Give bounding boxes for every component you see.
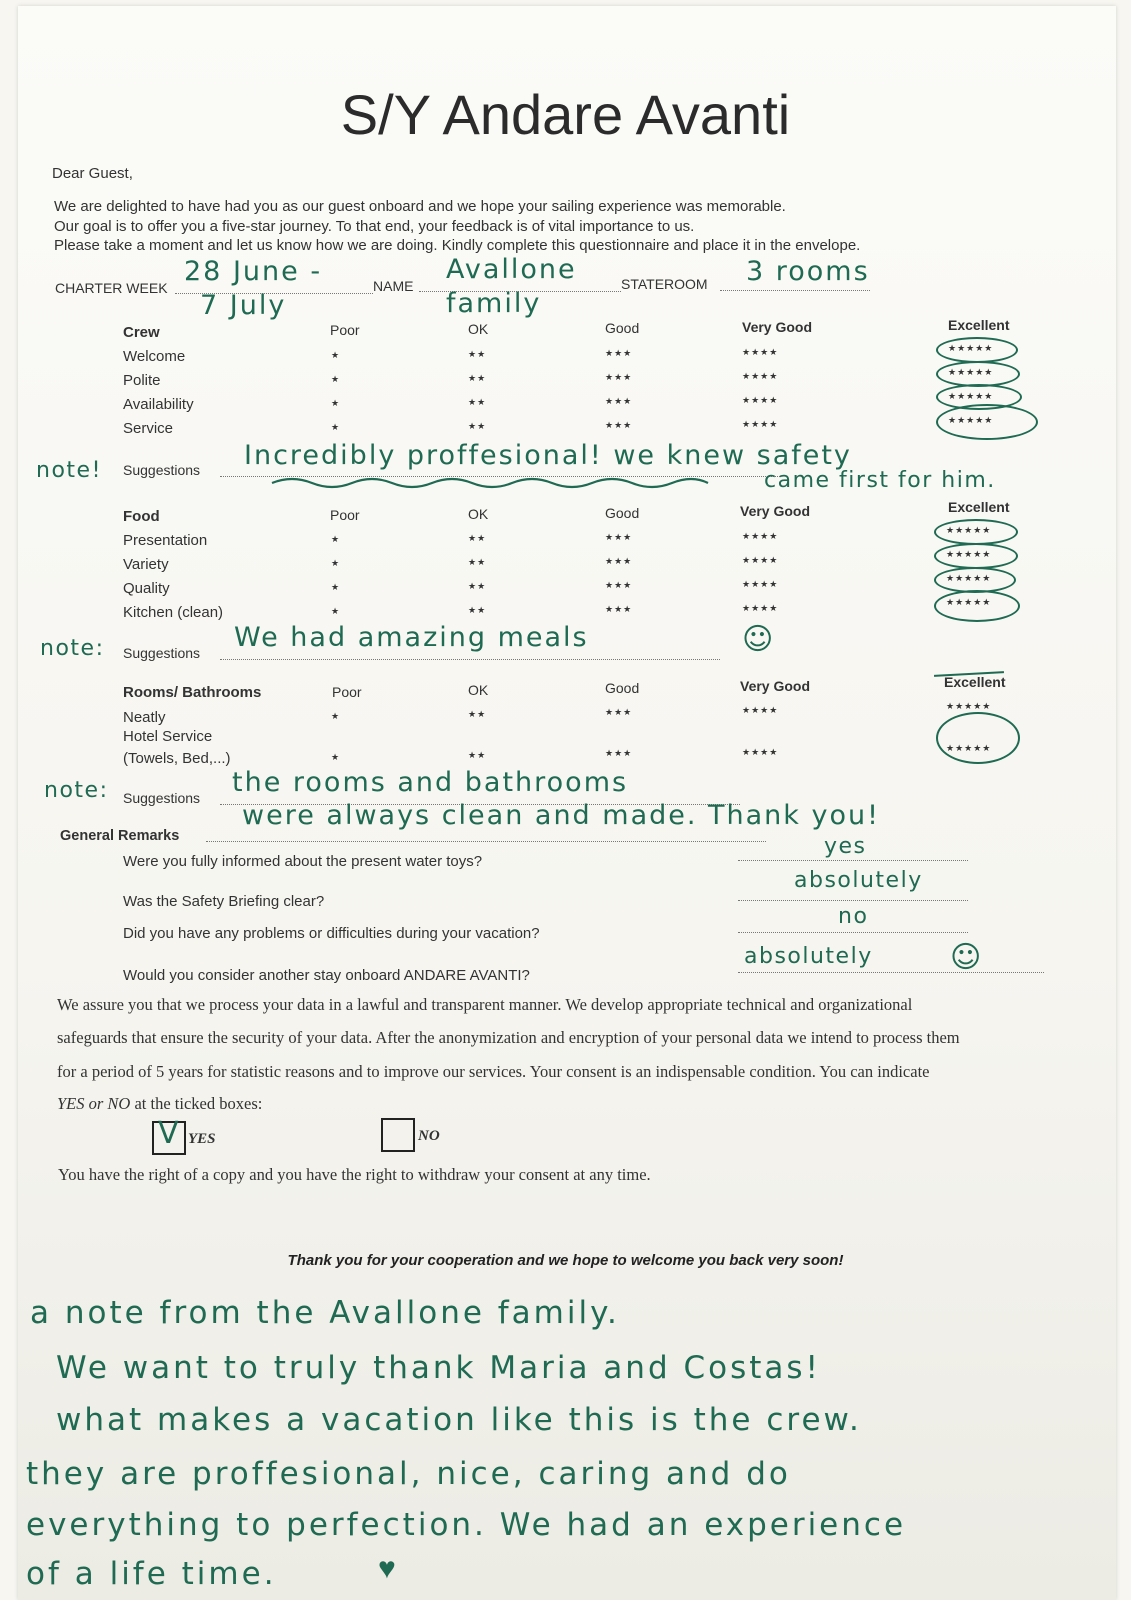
rooms-hotel-ok-stars[interactable]: ★★ <box>468 750 487 760</box>
consent-withdraw: You have the right of a copy and you have the right to withdraw your consent at any time. <box>58 1165 651 1184</box>
crew-row-availability: Availability <box>123 396 194 413</box>
crew-service-excellent-stars[interactable]: ★★★★★ <box>948 415 994 425</box>
crew-row-welcome: Welcome <box>123 348 186 365</box>
question-another-stay: Would you consider another stay onboard ANDARE AVANTI? <box>123 967 530 984</box>
food-presentation-very-good-stars[interactable]: ★★★★ <box>742 531 779 541</box>
consent-yes-no-italic: YES or NO <box>57 1094 131 1113</box>
rooms-neatly-excellent-stars[interactable]: ★★★★★ <box>946 701 992 711</box>
question-problems: Did you have any problems or difficulties during your vacation? <box>123 925 540 942</box>
handwritten-note-line-6: of a life time. <box>26 1556 277 1592</box>
general-remarks-line <box>206 841 766 842</box>
crew-col-poor: Poor <box>330 322 360 338</box>
intro-line-3: Please take a moment and let us know how we are doing. Kindly complete this questionnaire and place it in the envelope. <box>54 237 861 254</box>
crew-col-good: Good <box>605 320 640 336</box>
stateroom-label: STATEROOM <box>621 276 708 292</box>
rooms-neatly-good-stars[interactable]: ★★★ <box>605 707 633 717</box>
consent-no-label: NO <box>418 1128 440 1144</box>
charter-week-value-2[interactable]: 7 July <box>200 290 287 321</box>
name-value[interactable]: Avallone <box>446 254 577 285</box>
rooms-suggestion-text[interactable]: the rooms and bathrooms <box>232 767 629 798</box>
rooms-neatly-very-good-stars[interactable]: ★★★★ <box>742 705 779 715</box>
rooms-row-hotel-service: Hotel Service <box>123 728 213 745</box>
checkmark-icon: V <box>158 1116 179 1151</box>
crew-col-excellent: Excellent <box>948 317 1010 333</box>
crew-welcome-ok-stars[interactable]: ★★ <box>468 349 487 359</box>
handwritten-note-line-3: what makes a vacation like this is the crew. <box>56 1402 862 1438</box>
food-variety-very-good-stars[interactable]: ★★★★ <box>742 555 779 565</box>
crew-col-very-good: Very Good <box>742 319 813 335</box>
answer-safety-briefing[interactable]: absolutely <box>794 868 923 893</box>
crew-suggestion-text[interactable]: Incredibly proffesional! we knew safety <box>244 440 852 471</box>
crew-polite-poor-star[interactable]: ★ <box>331 374 341 384</box>
crew-suggestion-text-2[interactable]: came first for him. <box>764 468 996 493</box>
crew-heading: Crew <box>123 324 160 341</box>
food-variety-excellent-stars[interactable]: ★★★★★ <box>946 549 992 559</box>
handwritten-note-line-1: a note from the Avallone family. <box>30 1295 620 1331</box>
answer-line-problems <box>738 932 968 933</box>
crew-availability-excellent-stars[interactable]: ★★★★★ <box>948 391 994 401</box>
food-kitchen-poor-star[interactable]: ★ <box>331 606 341 616</box>
food-variety-ok-stars[interactable]: ★★ <box>468 557 487 567</box>
food-kitchen-good-stars[interactable]: ★★★ <box>605 604 633 614</box>
food-kitchen-ok-stars[interactable]: ★★ <box>468 605 487 615</box>
rooms-col-good: Good <box>605 680 640 696</box>
intro-line-1: We are delighted to have had you as our guest onboard and we hope your sailing experience was memorable. <box>54 198 786 215</box>
intro-line-2: Our goal is to offer you a five-star journey. To that end, your feedback is of vital importance to us. <box>54 218 695 235</box>
crew-welcome-good-stars[interactable]: ★★★ <box>605 348 633 358</box>
crew-service-poor-star[interactable]: ★ <box>331 422 341 432</box>
answer-line-water-toys <box>738 860 968 861</box>
consent-line-3: for a period of 5 years for statistic reasons and to improve our services. Your consent is an indispensable condition. You can indicate <box>57 1062 930 1081</box>
handwritten-note-line-2: We want to truly thank Maria and Costas! <box>56 1350 821 1386</box>
food-suggestions-label: Suggestions <box>123 645 201 661</box>
food-col-ok: OK <box>468 506 489 522</box>
crew-service-very-good-stars[interactable]: ★★★★ <box>742 419 779 429</box>
smiley-icon-2: ☺ <box>950 940 984 975</box>
rooms-neatly-poor-star[interactable]: ★ <box>331 711 341 721</box>
food-heading: Food <box>123 508 160 525</box>
rooms-hotel-very-good-stars[interactable]: ★★★★ <box>742 747 779 757</box>
food-variety-good-stars[interactable]: ★★★ <box>605 556 633 566</box>
food-presentation-ok-stars[interactable]: ★★ <box>468 533 487 543</box>
crew-availability-ok-stars[interactable]: ★★ <box>468 397 487 407</box>
rooms-neatly-ok-stars[interactable]: ★★ <box>468 709 487 719</box>
rooms-heading: Rooms/ Bathrooms <box>123 684 262 701</box>
rooms-row-towels-bed: (Towels, Bed,...) <box>123 750 231 767</box>
crew-col-ok: OK <box>468 321 489 337</box>
answer-problems[interactable]: no <box>838 904 869 929</box>
consent-line-4-tail: at the ticked boxes: <box>134 1094 263 1113</box>
food-note-mark: note: <box>40 636 105 661</box>
crew-service-circle-mark <box>936 404 1038 440</box>
crew-polite-excellent-stars[interactable]: ★★★★★ <box>948 367 994 377</box>
rooms-note-mark: note: <box>44 778 109 803</box>
food-quality-ok-stars[interactable]: ★★ <box>468 581 487 591</box>
food-presentation-excellent-stars[interactable]: ★★★★★ <box>946 525 992 535</box>
rooms-hotel-good-stars[interactable]: ★★★ <box>605 748 633 758</box>
food-row-quality: Quality <box>123 580 170 597</box>
food-col-good: Good <box>605 505 640 521</box>
consent-yes-label: YES <box>188 1131 216 1147</box>
crew-availability-good-stars[interactable]: ★★★ <box>605 396 633 406</box>
answer-another-stay[interactable]: absolutely <box>744 944 873 969</box>
crew-suggestions-label: Suggestions <box>123 462 201 478</box>
crew-polite-ok-stars[interactable]: ★★ <box>468 373 487 383</box>
food-variety-circle-mark <box>934 543 1018 569</box>
crew-polite-very-good-stars[interactable]: ★★★★ <box>742 371 779 381</box>
consent-line-2: safeguards that ensure the security of your data. After the anonymization and encryption of your personal data we intend to process them <box>57 1028 960 1047</box>
rooms-hotel-poor-star[interactable]: ★ <box>331 752 341 762</box>
form-title: S/Y Andare Avanti <box>340 83 791 146</box>
food-presentation-good-stars[interactable]: ★★★ <box>605 532 633 542</box>
rooms-row-neatly: Neatly <box>123 709 166 726</box>
food-suggestions-line <box>220 659 720 660</box>
heart-icon: ♥ <box>378 1552 396 1585</box>
rooms-suggestions-label: Suggestions <box>123 790 201 806</box>
food-quality-good-stars[interactable]: ★★★ <box>605 580 633 590</box>
rooms-col-very-good: Very Good <box>740 678 811 694</box>
charter-week-label: CHARTER WEEK <box>55 280 168 296</box>
crew-welcome-poor-star[interactable]: ★ <box>331 350 341 360</box>
food-presentation-poor-star[interactable]: ★ <box>331 534 341 544</box>
answer-water-toys[interactable]: yes <box>824 834 867 859</box>
answer-line-another-stay <box>738 972 1044 973</box>
question-water-toys: Were you fully informed about the present water toys? <box>123 853 483 870</box>
consent-line-1: We assure you that we process your data in a lawful and transparent manner. We develop appropriate technical and organizational <box>57 995 913 1014</box>
crew-polite-good-stars[interactable]: ★★★ <box>605 372 633 382</box>
food-row-presentation: Presentation <box>123 532 208 549</box>
smiley-icon: ☺ <box>742 622 776 657</box>
consent-line-4 <box>57 1094 262 1114</box>
food-col-very-good: Very Good <box>740 503 811 519</box>
closing-thanks: Thank you for your cooperation and we hope to welcome you back very soon! <box>287 1252 844 1269</box>
food-kitchen-very-good-stars[interactable]: ★★★★ <box>742 603 779 613</box>
crew-welcome-circle-mark <box>936 337 1018 363</box>
consent-no-checkbox[interactable] <box>381 1118 415 1152</box>
food-row-variety: Variety <box>123 556 169 573</box>
handwritten-note-line-5: everything to perfection. We had an experience <box>26 1507 907 1543</box>
general-remarks-text[interactable]: were always clean and made. Thank you! <box>242 800 880 831</box>
rooms-excellent-circle-mark <box>936 712 1020 764</box>
food-presentation-circle-mark <box>934 519 1018 545</box>
crew-service-good-stars[interactable]: ★★★ <box>605 420 633 430</box>
rooms-col-poor: Poor <box>332 684 362 700</box>
general-remarks-label: General Remarks <box>60 828 180 844</box>
rooms-col-excellent: Excellent <box>944 674 1006 690</box>
crew-service-ok-stars[interactable]: ★★ <box>468 421 487 431</box>
crew-note-mark: note! <box>36 458 102 483</box>
crew-row-service: Service <box>123 420 174 437</box>
answer-line-safety-briefing <box>738 900 968 901</box>
food-quality-very-good-stars[interactable]: ★★★★ <box>742 579 779 589</box>
rooms-hotel-excellent-stars[interactable]: ★★★★★ <box>946 743 992 753</box>
crew-availability-very-good-stars[interactable]: ★★★★ <box>742 395 779 405</box>
crew-suggestion-underline-squiggle <box>270 474 710 492</box>
charter-week-value[interactable]: 28 June - <box>184 256 323 287</box>
handwritten-note-line-4: they are proffesional, nice, caring and do <box>26 1456 791 1492</box>
name-value-2[interactable]: family <box>446 288 542 319</box>
food-col-poor: Poor <box>330 507 360 523</box>
food-row-kitchen: Kitchen (clean) <box>123 604 224 621</box>
food-variety-poor-star[interactable]: ★ <box>331 558 341 568</box>
rooms-col-ok: OK <box>468 682 489 698</box>
crew-welcome-very-good-stars[interactable]: ★★★★ <box>742 347 779 357</box>
food-kitchen-circle-mark <box>934 590 1020 622</box>
stateroom-line <box>720 290 870 291</box>
crew-availability-poor-star[interactable]: ★ <box>331 398 341 408</box>
crew-welcome-excellent-stars[interactable]: ★★★★★ <box>948 343 994 353</box>
crew-row-polite: Polite <box>123 372 161 389</box>
greeting: Dear Guest, <box>52 165 133 182</box>
food-kitchen-excellent-stars[interactable]: ★★★★★ <box>946 597 992 607</box>
food-suggestion-text[interactable]: We had amazing meals <box>234 622 589 653</box>
food-col-excellent: Excellent <box>948 499 1010 515</box>
food-quality-poor-star[interactable]: ★ <box>331 582 341 592</box>
stateroom-value[interactable]: 3 rooms <box>746 256 870 287</box>
question-safety-briefing: Was the Safety Briefing clear? <box>123 893 325 910</box>
name-label: NAME <box>373 278 414 294</box>
food-quality-excellent-stars[interactable]: ★★★★★ <box>946 573 992 583</box>
